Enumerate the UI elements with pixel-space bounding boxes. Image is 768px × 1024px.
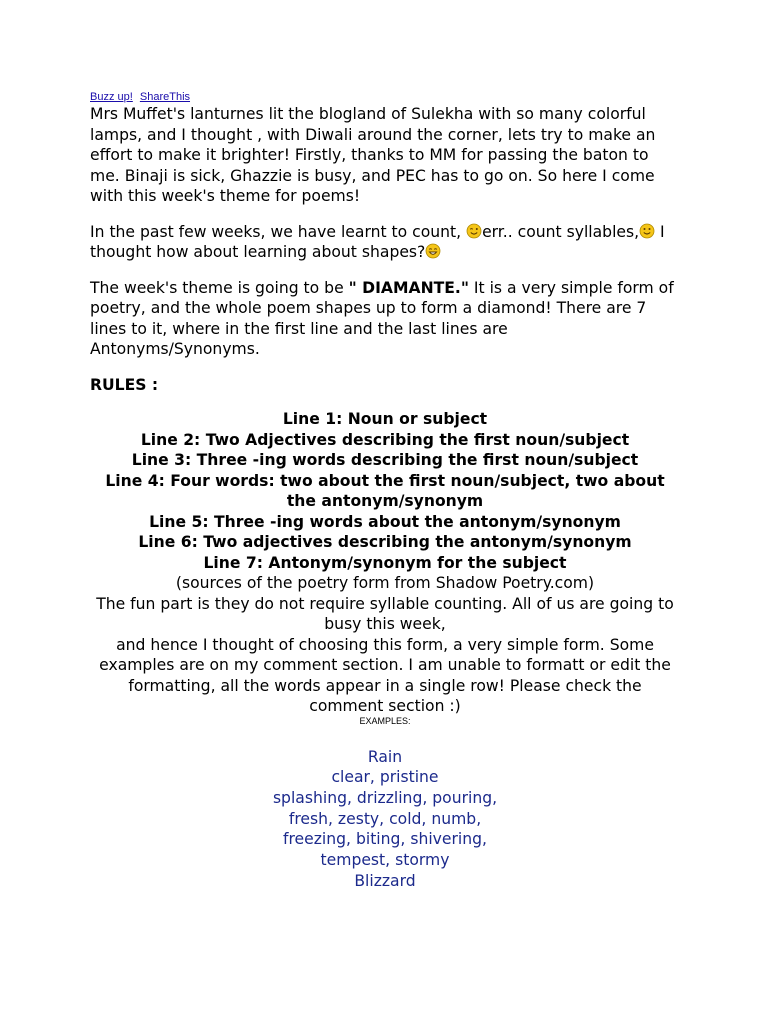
theme-name: " DIAMANTE." bbox=[348, 278, 469, 297]
grin-smiley-icon bbox=[425, 243, 441, 259]
rules-heading: RULES : bbox=[90, 375, 159, 394]
source-note: (sources of the poetry form from Shadow Poetry.com) bbox=[175, 574, 595, 592]
rule-line-5: Line 5: Three -ing words about the antonym/synonym bbox=[149, 512, 621, 531]
poem-line: tempest, stormy bbox=[320, 851, 450, 870]
blog-post bbox=[90, 90, 680, 891]
hence-note: and hence I thought of choosing this form, a very simple form. Some examples are on my comment section. I am unable to formatt or edit the formatting, all the words appear in a single row! Please check the comment section :) bbox=[99, 635, 671, 715]
count-text-2: err.. count syllables, bbox=[482, 222, 640, 241]
theme-description: It is a very simple form of poetry, and the whole poem shapes up to form a diamond! There are 7 lines to it, where in the first line and the last lines are Antonyms/Synonyms. bbox=[90, 278, 674, 358]
count-paragraph bbox=[90, 222, 680, 263]
theme-lead: The week's theme is going to be bbox=[90, 278, 349, 297]
sharethis-link[interactable]: ShareThis bbox=[139, 91, 191, 103]
example-poem bbox=[90, 747, 680, 892]
count-text-1: In the past few weeks, we have learnt to count, bbox=[90, 222, 467, 241]
wink-smiley-icon bbox=[466, 223, 482, 239]
rule-line-3: Line 3: Three -ing words describing the first noun/subject bbox=[131, 451, 639, 469]
examples-heading: EXAMPLES: bbox=[359, 715, 411, 726]
share-links bbox=[90, 90, 680, 104]
rule-line-6: Line 6: Two adjectives describing the antonym/synonym bbox=[138, 533, 632, 551]
poem-line: splashing, drizzling, pouring, bbox=[272, 788, 498, 807]
smile-smiley-icon bbox=[639, 223, 655, 239]
count-text-3: I thought how about learning about shapes? bbox=[90, 222, 665, 261]
buzz-up-link[interactable]: Buzz up! bbox=[90, 91, 133, 103]
poem-line: Rain bbox=[367, 747, 403, 766]
poem-line: fresh, zesty, cold, numb, bbox=[288, 809, 482, 828]
rule-line-2: Line 2: Two Adjectives describing the first noun/subject bbox=[140, 430, 630, 449]
notes-section bbox=[90, 573, 680, 717]
rule-line-1: Line 1: Noun or subject bbox=[282, 410, 488, 428]
poem-line: freezing, biting, shivering, bbox=[283, 830, 487, 849]
intro-paragraph: Mrs Muffet's lanturnes lit the blogland of Sulekha with so many colorful lamps, and I thought , with Diwali around the corner, lets try to make an effort to make it brighter! Firstly, thanks to MM for passing the baton to me. Binaji is sick, Ghazzie is busy, and PEC has to go on. So here I come with this week's theme for poems! bbox=[90, 105, 656, 205]
rule-line-4: Line 4: Four words: two about the first noun/subject, two about the antonym/synonym bbox=[105, 471, 665, 510]
fun-note: The fun part is they do not require syllable counting. All of us are going to busy this week, bbox=[96, 594, 674, 633]
poem-line: Blizzard bbox=[354, 871, 416, 890]
theme-paragraph bbox=[90, 278, 680, 360]
rule-line-7: Line 7: Antonym/synonym for the subject bbox=[203, 553, 567, 572]
rules-list bbox=[90, 409, 680, 573]
poem-line: clear, pristine bbox=[331, 768, 439, 787]
